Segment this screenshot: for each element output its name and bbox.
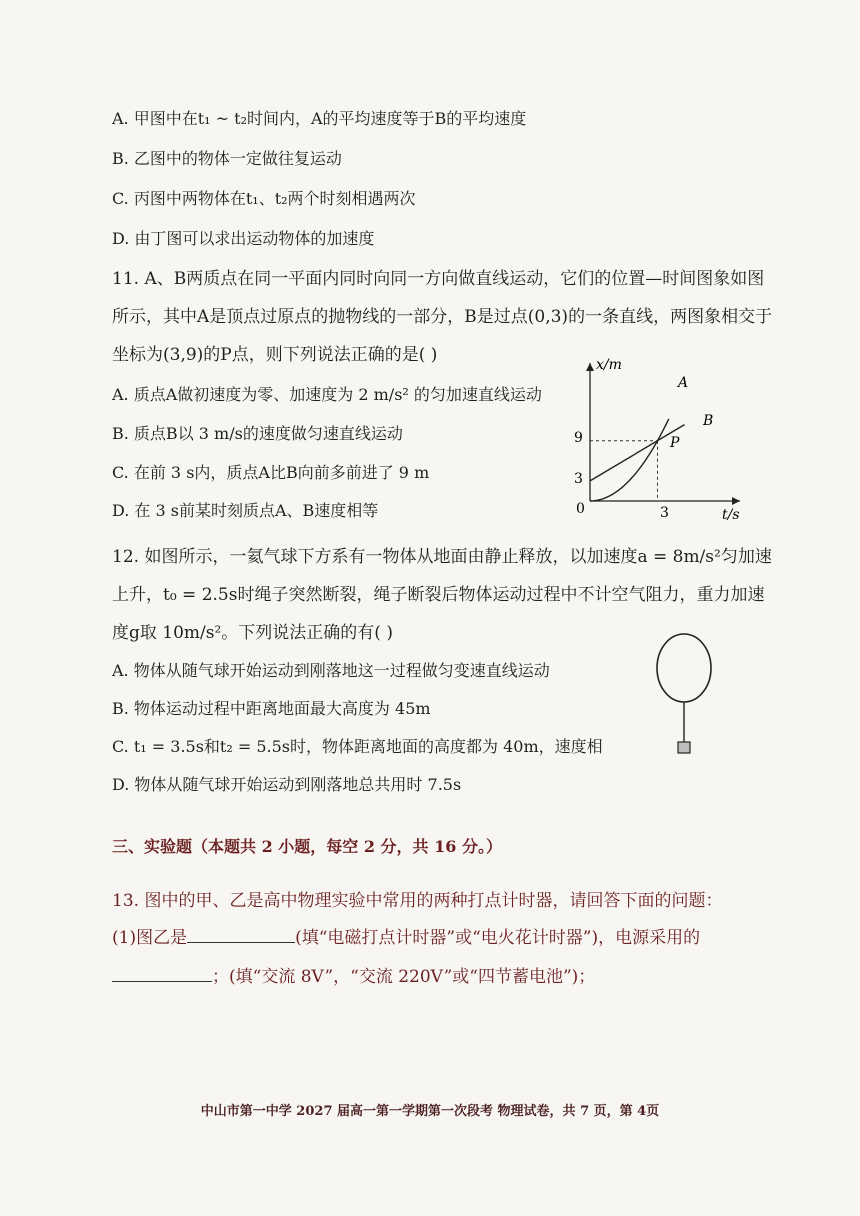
q13-line-1 xyxy=(112,927,700,949)
x-tick-3: 3 xyxy=(660,505,669,521)
answer-blank-2[interactable] xyxy=(112,967,212,982)
q12-option-d: D. 物体从随气球开始运动到刚落地总共用时 7.5s xyxy=(112,775,462,794)
q12-stem-line-3: 度g取 10m/s²。下列说法正确的有( ) xyxy=(112,623,393,643)
q11-stem-line-1: 11. A、B两质点在同一平面内同时向同一方向做直线运动，它们的位置—时间图象如图 xyxy=(112,269,765,289)
balloon-shape xyxy=(657,634,711,702)
q10-option-d: D. 由丁图可以求出运动物体的加速度 xyxy=(112,229,375,248)
q13-line1-suffix: (填“电磁打点计时器”或“电火花计时器”)，电源采用的 xyxy=(295,928,701,948)
q11-stem-line-3: 坐标为(3,9)的P点，则下列说法正确的是( ) xyxy=(112,345,438,365)
point-p-label: P xyxy=(670,435,680,451)
y-axis-label: x/m xyxy=(596,357,622,373)
balloon-figure xyxy=(650,632,720,762)
q13-line-2 xyxy=(112,966,595,988)
x-axis-arrow xyxy=(732,497,740,505)
answer-blank-1[interactable] xyxy=(187,928,295,943)
q10-option-c: C. 丙图中两物体在t₁、t₂两个时刻相遇两次 xyxy=(112,189,416,208)
q11-stem-line-2: 所示，其中A是顶点过原点的抛物线的一部分，B是过点(0,3)的一条直线，两图象相交于 xyxy=(112,307,773,327)
y-tick-3: 3 xyxy=(574,471,583,487)
q11-option-c: C. 在前 3 s内，质点A比B向前多前进了 9 m xyxy=(112,463,430,482)
q12-option-c: C. t₁ = 3.5s和t₂ = 5.5s时，物体距离地面的高度都为 40m，速度相 xyxy=(112,737,603,756)
section-3-heading: 三、实验题（本题共 2 小题，每空 2 分，共 16 分。） xyxy=(112,837,502,856)
q11-option-d: D. 在 3 s前某时刻质点A、B速度相等 xyxy=(112,501,379,520)
q13-line1-prefix: (1)图乙是 xyxy=(112,928,188,948)
q10-option-b: B. 乙图中的物体一定做往复运动 xyxy=(112,149,342,168)
q12-option-a: A. 物体从随气球开始运动到刚落地这一过程做匀变速直线运动 xyxy=(112,661,550,680)
x-axis-label: t/s xyxy=(722,507,740,523)
origin-label: 0 xyxy=(576,501,585,517)
curve-b-label: B xyxy=(703,413,714,429)
q12-option-b: B. 物体运动过程中距离地面最大高度为 45m xyxy=(112,699,431,718)
q12-stem-line-2: 上升，t₀ = 2.5s时绳子突然断裂，绳子断裂后物体运动过程中不计空气阻力，重力加速 xyxy=(112,585,765,605)
xt-graph xyxy=(560,355,750,525)
q11-option-b: B. 质点B以 3 m/s的速度做匀速直线运动 xyxy=(112,424,403,443)
hanging-object xyxy=(678,742,690,753)
q13-stem: 13. 图中的甲、乙是高中物理实验中常用的两种打点计时器，请回答下面的问题： xyxy=(112,891,723,911)
q13-line2-suffix: ；(填“交流 8V”，“交流 220V”或“四节蓄电池”)； xyxy=(212,967,596,987)
q12-stem-line-1: 12. 如图所示，一氦气球下方系有一物体从地面由静止释放，以加速度a = 8m/s²匀加速 xyxy=(112,547,772,567)
q10-option-a: A. 甲图中在t₁ ~ t₂时间内，A的平均速度等于B的平均速度 xyxy=(112,109,527,128)
y-tick-9: 9 xyxy=(574,430,583,446)
y-axis-arrow xyxy=(586,363,594,371)
curve-a-label: A xyxy=(678,375,689,391)
curve-a xyxy=(590,419,669,501)
q11-option-a: A. 质点A做初速度为零、加速度为 2 m/s² 的匀加速直线运动 xyxy=(112,385,542,404)
page-footer: 中山市第一中学 2027 届高一第一学期第一次段考 物理试卷，共 7 页，第 4页 xyxy=(200,1104,660,1119)
